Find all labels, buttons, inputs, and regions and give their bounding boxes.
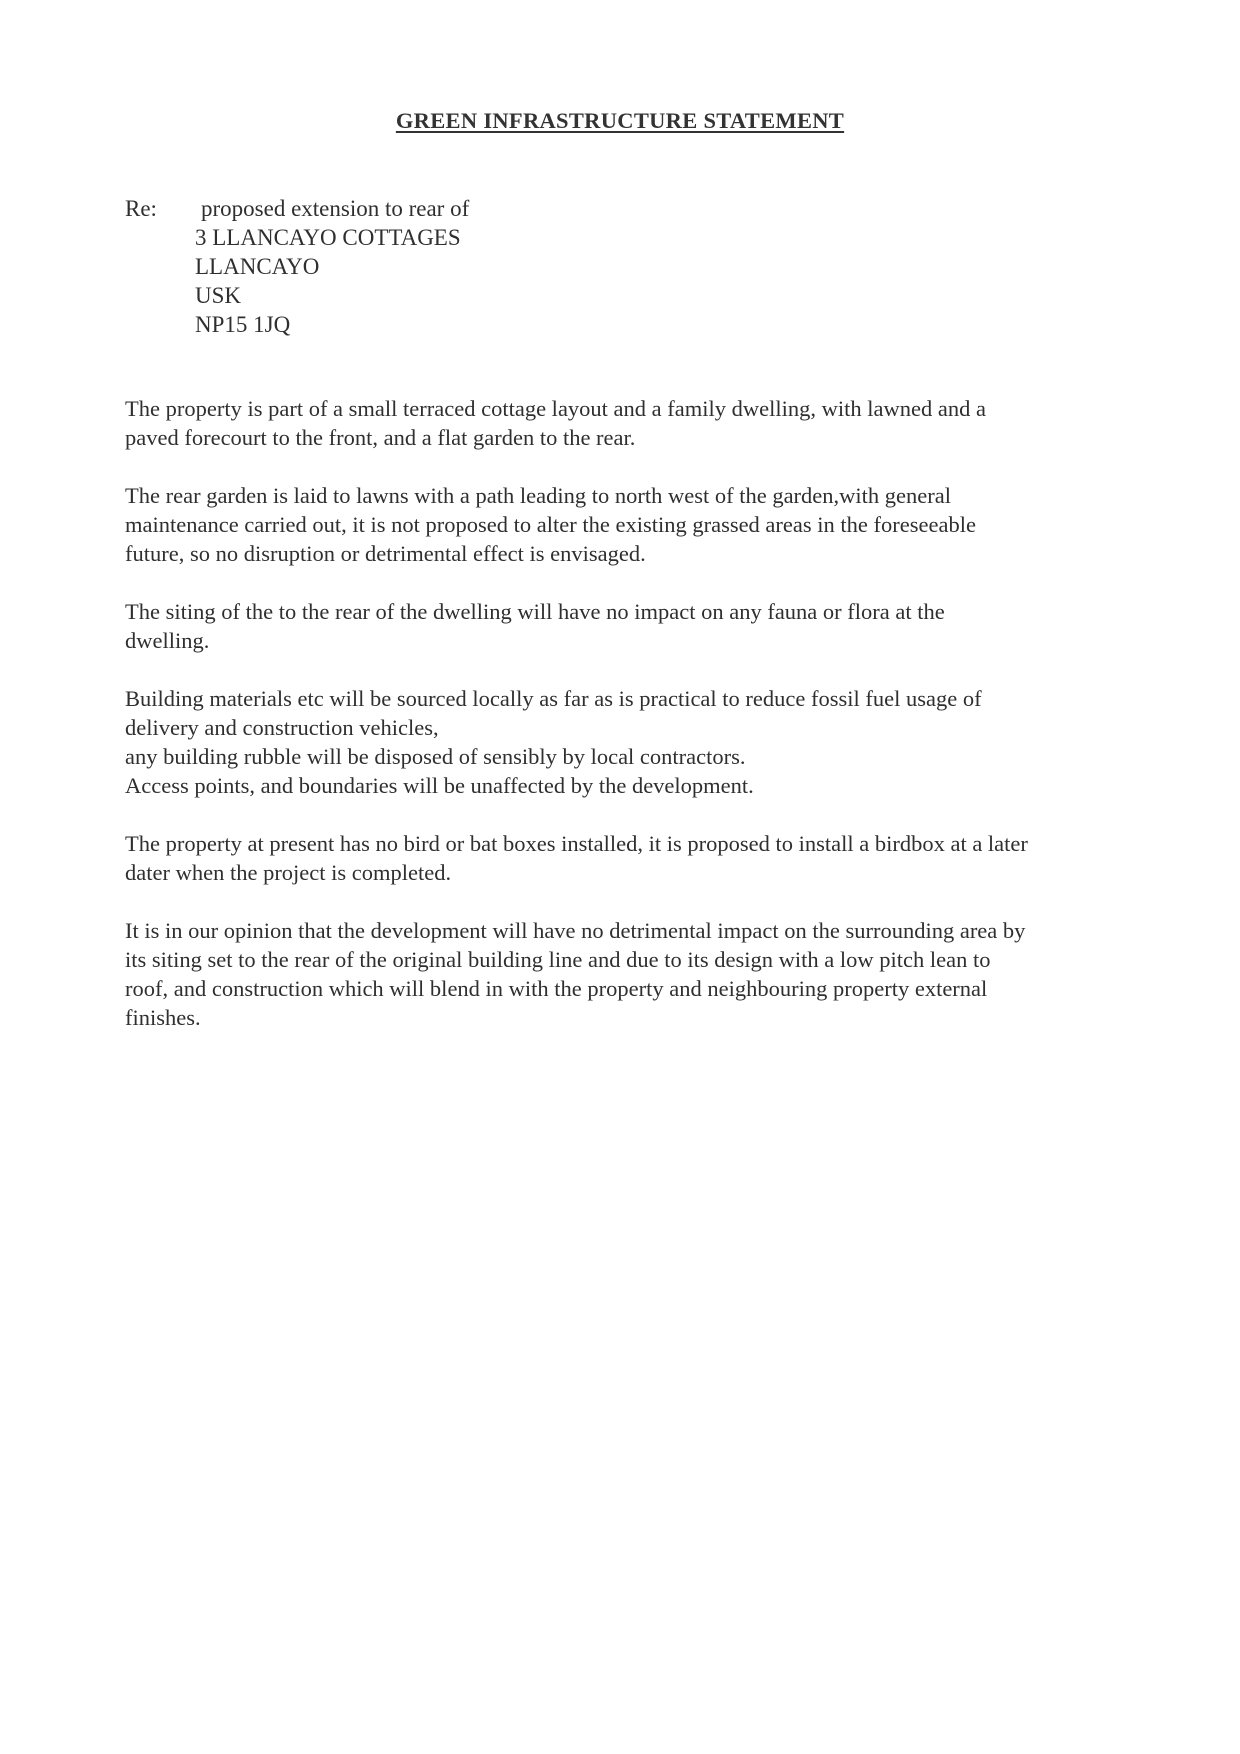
text-line: maintenance carried out, it is not proposed to alter the existing grassed areas in the foreseeable (125, 512, 976, 537)
text-line: dater when the project is completed. (125, 860, 452, 885)
address-line: NP15 1JQ (195, 312, 291, 337)
address-line: proposed extension to rear of (201, 196, 470, 221)
text-line: Access points, and boundaries will be unaffected by the development. (125, 773, 754, 798)
text-line: paved forecourt to the front, and a flat garden to the rear. (125, 425, 636, 450)
text-line: finishes. (125, 1005, 201, 1030)
document-title: GREEN INFRASTRUCTURE STATEMENT (395, 108, 845, 133)
text-line: The rear garden is laid to lawns with a path leading to north west of the garden,with general (125, 483, 951, 508)
statement-body (125, 394, 1135, 1061)
text-line: The property at present has no bird or bat boxes installed, it is proposed to install a birdbox at a later (125, 831, 1028, 856)
address-line: 3 LLANCAYO COTTAGES (195, 225, 461, 250)
text-line: future, so no disruption or detrimental effect is envisaged. (125, 541, 646, 566)
text-line: delivery and construction vehicles, (125, 715, 439, 740)
paragraph-bird-bat-boxes (125, 829, 1135, 887)
text-line: any building rubble will be disposed of sensibly by local contractors. (125, 744, 746, 769)
paragraph-property-description (125, 394, 1135, 452)
text-line: Building materials etc will be sourced locally as far as is practical to reduce fossil fuel usage of (125, 686, 982, 711)
address-line: LLANCAYO (195, 254, 320, 279)
text-line: roof, and construction which will blend in with the property and neighbouring property external (125, 976, 988, 1001)
text-line: dwelling. (125, 628, 210, 653)
re-label: Re: (125, 196, 157, 221)
property-address (195, 194, 469, 339)
text-line: its siting set to the rear of the original building line and due to its design with a low pitch lean to (125, 947, 991, 972)
paragraph-rear-garden (125, 481, 1135, 568)
text-line: The property is part of a small terraced cottage layout and a family dwelling, with lawned and a (125, 396, 986, 421)
text-line: The siting of the to the rear of the dwelling will have no impact on any fauna or flora at the (125, 599, 945, 624)
paragraph-building-materials (125, 684, 1135, 800)
address-line: USK (195, 283, 242, 308)
paragraph-siting (125, 597, 1135, 655)
paragraph-opinion (125, 916, 1135, 1032)
text-line: It is in our opinion that the development will have no detrimental impact on the surrounding area by (125, 918, 1026, 943)
